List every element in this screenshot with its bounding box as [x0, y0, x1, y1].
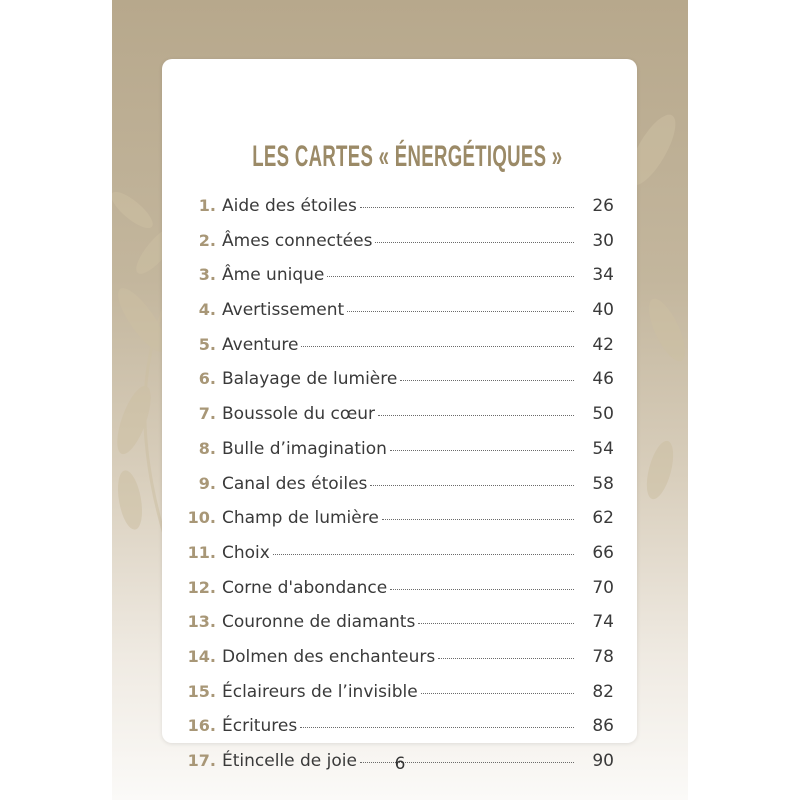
dot-leader [438, 657, 574, 659]
toc-entry[interactable] [184, 335, 614, 370]
dot-leader [347, 310, 574, 312]
toc-entry[interactable] [184, 404, 614, 439]
toc-entry-label: Boussole du cœur [222, 404, 376, 425]
dot-leader [390, 588, 574, 590]
toc-list [184, 196, 614, 786]
toc-entry[interactable] [184, 196, 614, 231]
toc-entry-number: 2. [198, 230, 216, 250]
toc-entry[interactable] [184, 716, 614, 751]
toc-entry-page: 50 [592, 404, 614, 425]
toc-entry-number: 15. [187, 681, 216, 701]
dot-leader [390, 449, 574, 451]
toc-entry-number: 9. [198, 473, 216, 493]
dot-leader [375, 241, 574, 243]
toc-entry-number: 10. [187, 508, 216, 528]
toc-entry[interactable] [184, 647, 614, 682]
toc-entry[interactable] [184, 300, 614, 335]
toc-entry-number: 5. [198, 334, 216, 354]
toc-entry-page: 66 [592, 542, 614, 563]
dot-leader [418, 622, 574, 624]
toc-entry-page: 74 [592, 612, 614, 633]
toc-entry-label: Balayage de lumière [222, 369, 398, 390]
toc-entry-page: 34 [592, 265, 614, 286]
toc-entry-number: 1. [198, 196, 216, 215]
toc-entry-page: 58 [592, 473, 614, 494]
toc-entry-label: Aventure [222, 334, 299, 355]
toc-entry[interactable] [184, 612, 614, 647]
toc-entry-label: Étincelle de joie [222, 751, 357, 771]
toc-entry-page: 78 [592, 646, 614, 667]
toc-card [162, 59, 637, 771]
toc-entry[interactable] [184, 578, 614, 613]
dot-leader [273, 553, 574, 555]
toc-entry-page: 54 [592, 438, 614, 459]
toc-entry-page: 70 [592, 577, 614, 598]
toc-entry-page: 26 [592, 196, 614, 216]
toc-entry-label: Âmes connectées [222, 230, 373, 251]
dot-leader [301, 345, 574, 347]
toc-entry-number: 8. [198, 438, 216, 458]
toc-entry-label: Canal des étoiles [222, 473, 368, 494]
toc-entry-number: 11. [187, 542, 216, 562]
toc-entry[interactable] [184, 369, 614, 404]
toc-entry-page: 42 [592, 334, 614, 355]
toc-entry-label: Corne d'abondance [222, 577, 388, 598]
toc-entry-number: 7. [198, 404, 216, 424]
toc-entry-label: Bulle d’imagination [222, 438, 387, 459]
toc-entry[interactable] [184, 474, 614, 509]
toc-entry[interactable] [184, 682, 614, 717]
toc-entry-page: 30 [592, 230, 614, 251]
toc-entry-page: 90 [592, 751, 614, 771]
dot-leader [421, 692, 574, 694]
section-title: LES CARTES « ÉNERGÉTIQUES » [252, 140, 563, 173]
toc-entry-number: 14. [187, 646, 216, 666]
dot-leader [360, 206, 574, 208]
toc-entry-label: Choix [222, 542, 270, 563]
toc-entry-label: Avertissement [222, 300, 345, 321]
dot-leader [378, 414, 574, 416]
toc-entry-page: 62 [592, 508, 614, 529]
toc-entry[interactable] [184, 265, 614, 300]
toc-entry[interactable] [184, 439, 614, 474]
toc-entry-page: 40 [592, 300, 614, 321]
toc-entry[interactable] [184, 508, 614, 543]
toc-entry-number: 16. [187, 716, 216, 736]
toc-entry-page: 86 [592, 716, 614, 737]
toc-entry-number: 4. [198, 300, 216, 320]
toc-entry-number: 12. [187, 577, 216, 597]
toc-entry-number: 6. [198, 369, 216, 389]
toc-entry-label: Âme unique [222, 265, 325, 286]
page-number: 6 [394, 754, 406, 774]
dot-leader [327, 275, 574, 277]
toc-entry[interactable] [184, 231, 614, 266]
dot-leader [382, 518, 574, 520]
toc-entry-label: Champ de lumière [222, 508, 379, 529]
dot-leader [300, 726, 574, 728]
toc-entry-label: Couronne de diamants [222, 612, 416, 633]
toc-entry-page: 46 [592, 369, 614, 390]
toc-entry-label: Dolmen des enchanteurs [222, 646, 436, 667]
toc-entry-page: 82 [592, 681, 614, 702]
toc-entry-label: Éclaireurs de l’invisible [222, 681, 418, 702]
toc-entry-number: 17. [187, 751, 216, 770]
toc-entry-label: Écritures [222, 716, 298, 737]
toc-entry-number: 13. [187, 612, 216, 632]
dot-leader [370, 484, 574, 486]
toc-entry-label: Aide des étoiles [222, 196, 357, 216]
dot-leader [400, 379, 574, 381]
toc-entry[interactable] [184, 543, 614, 578]
toc-entry-number: 3. [198, 265, 216, 285]
